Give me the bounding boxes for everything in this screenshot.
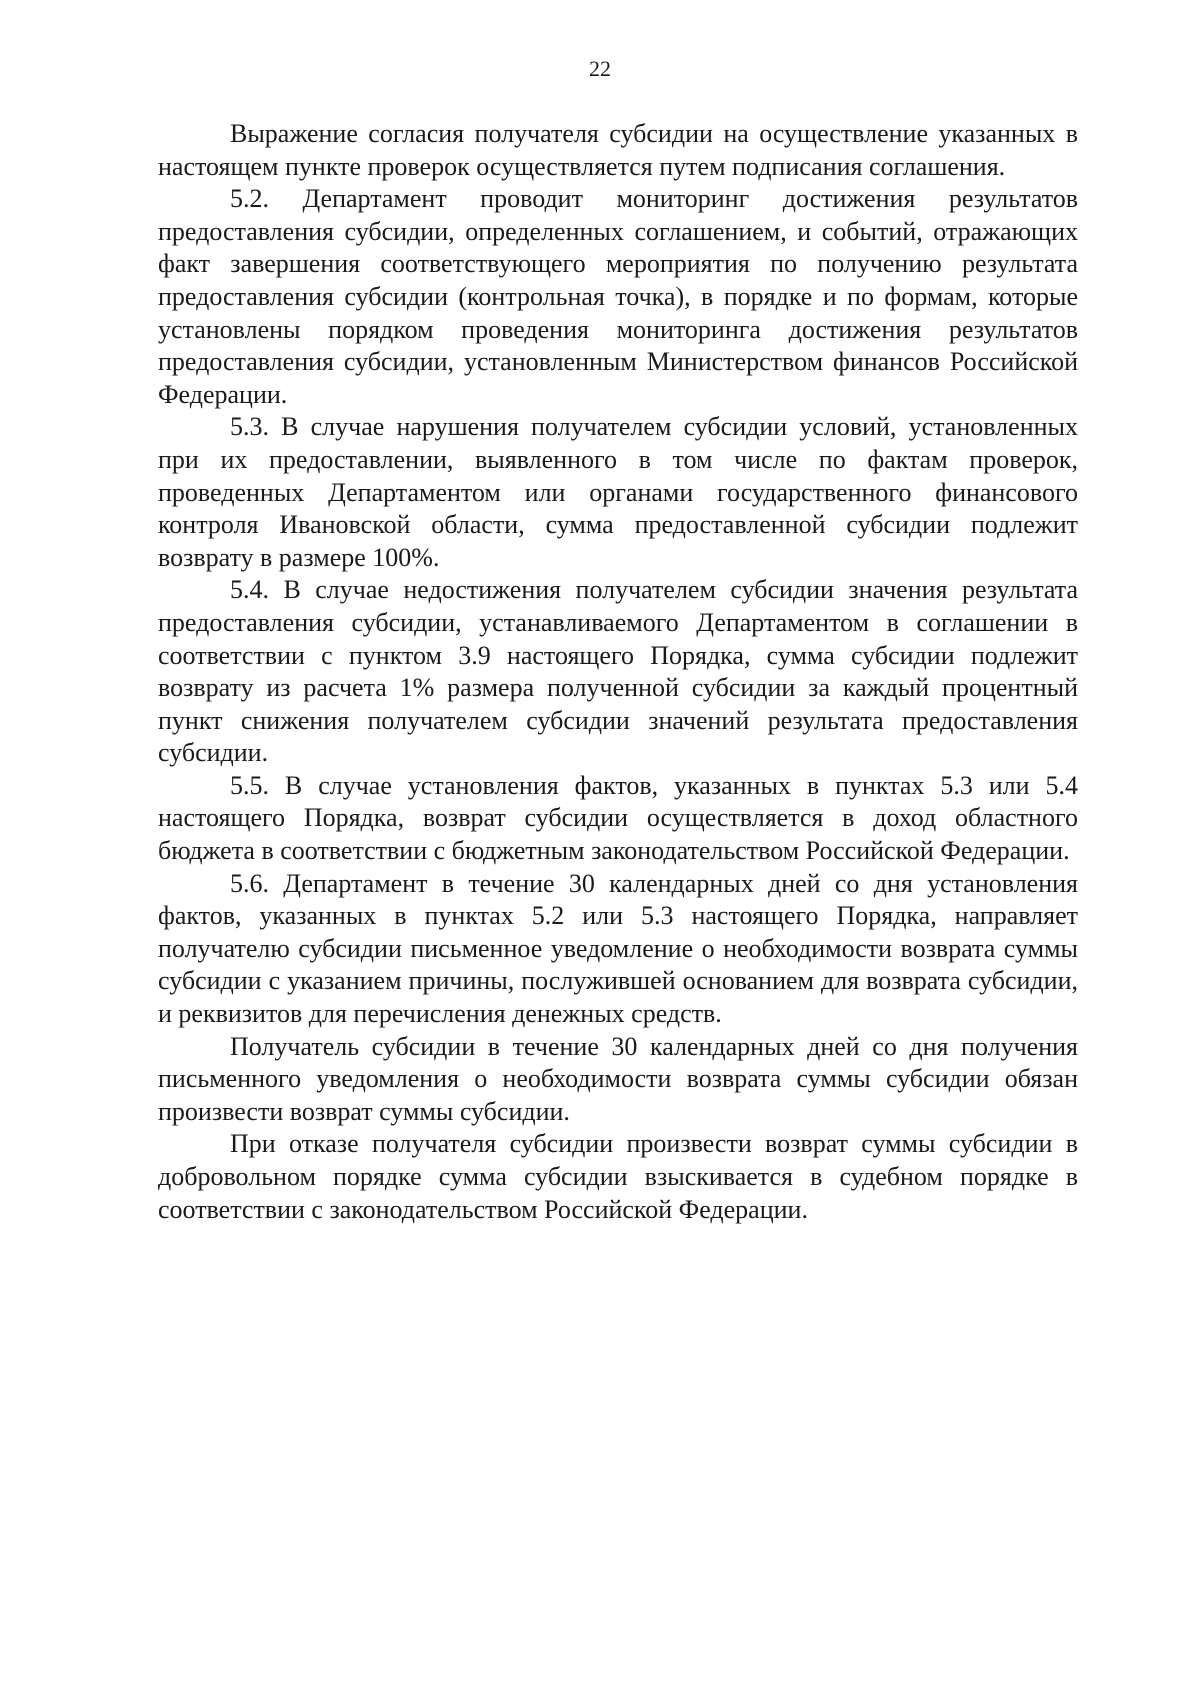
- paragraph-5-6: 5.6. Департамент в течение 30 календарных дней со дня установления фактов, указанных в пунктах 5.2 или 5.3 настоящего Порядка, направляет получателю субсидии письменное уведомление о необходимости возврата суммы субсидии с указанием причины, послужившей основанием для возврата субсидии, и реквизитов для перечисления денежных средств.: [158, 868, 1078, 1029]
- paragraph-5-3: 5.3. В случае нарушения получателем субсидии условий, установленных при их предоставлении, выявленного в том числе по фактам проверок, проведенных Департаментом или органами государственного финансового контроля Ивановской области, сумма предоставленной субсидии подлежит возврату в размере 100%.: [158, 412, 1078, 572]
- paragraph-recipient-obligation: Получатель субсидии в течение 30 календарных дней со дня получения письменного уведомления о необходимости возврата суммы субсидии обязан произвести возврат суммы субсидии.: [158, 1031, 1078, 1126]
- page-number: 22: [589, 56, 611, 81]
- document-body: [158, 118, 1078, 1226]
- paragraph-5-4: 5.4. В случае недостижения получателем субсидии значения результата предоставления субсидии, устанавливаемого Департаментом в соглашении в соответствии с пунктом 3.9 настоящего Порядка, сумма субсидии подлежит возврату из расчета 1% размера полученной субсидии за каждый процентный пункт снижения получателем субсидии значений результата предоставления субсидии.: [158, 575, 1078, 768]
- paragraph-consent: Выражение согласия получателя субсидии на осуществление указанных в настоящем пункте проверок осуществляется путем подписания соглашения.: [158, 119, 1078, 181]
- paragraph-5-2: 5.2. Департамент проводит мониторинг достижения результатов предоставления субсидии, определенных соглашением, и событий, отражающих факт завершения соответствующего мероприятия по получению результата предоставления субсидии (контрольная точка), в порядке и по формам, которые установлены порядком проведения мониторинга достижения результатов предоставления субсидии, установленным Министерством финансов Российской Федерации.: [158, 184, 1078, 409]
- paragraph-5-5: 5.5. В случае установления фактов, указанных в пунктах 5.3 или 5.4 настоящего Порядка, возврат субсидии осуществляется в доход областного бюджета в соответствии с бюджетным законодательством Российской Федерации.: [158, 770, 1078, 866]
- paragraph-refusal: При отказе получателя субсидии произвести возврат суммы субсидии в добровольном порядке сумма субсидии взыскивается в судебном порядке в соответствии с законодательством Российской Федерации.: [158, 1129, 1078, 1224]
